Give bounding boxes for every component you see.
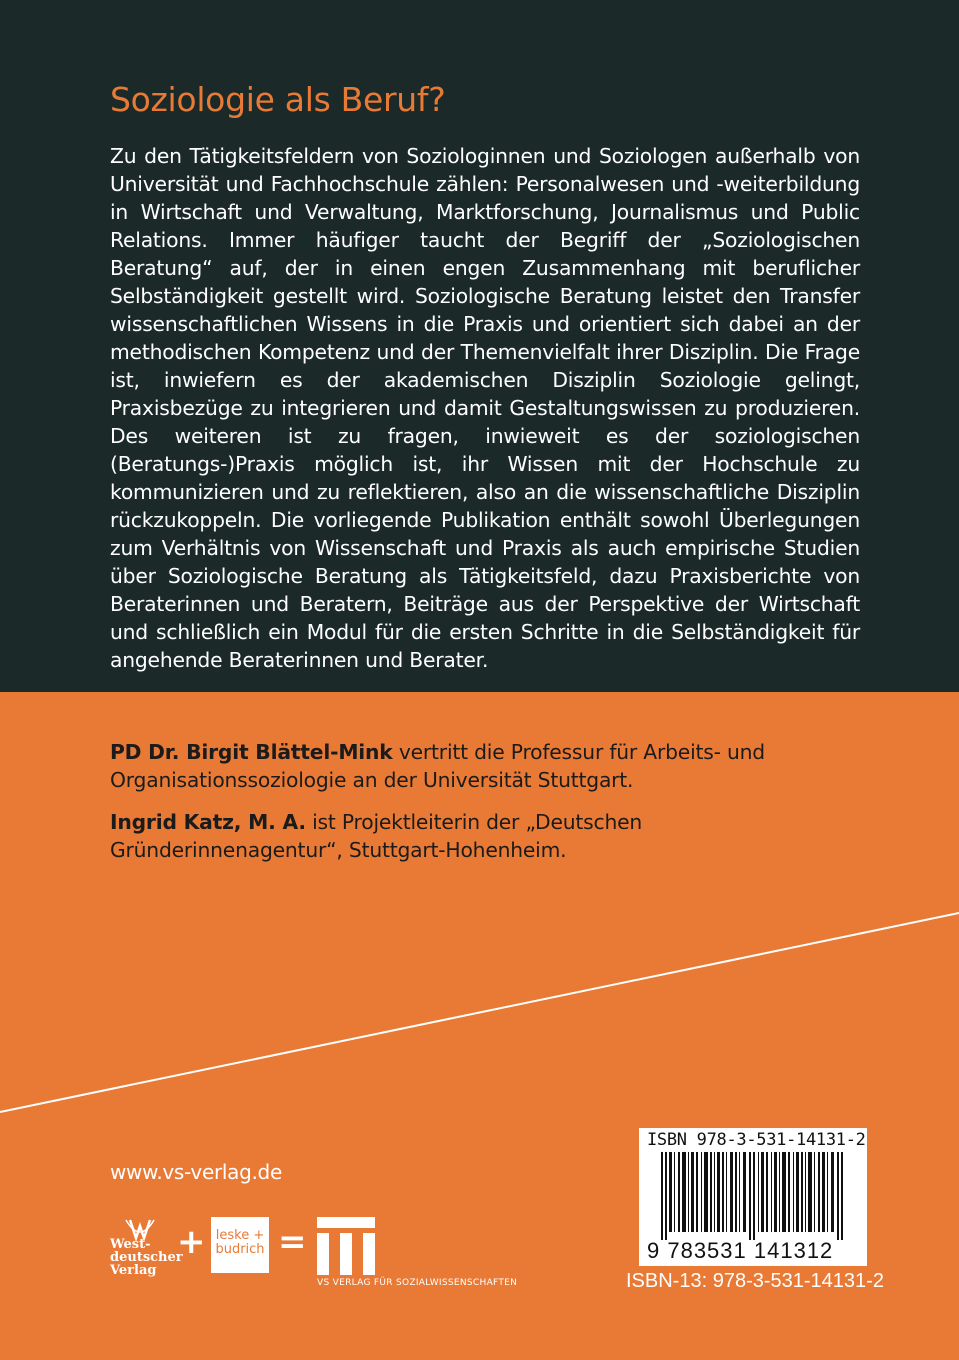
isbn-13-label: ISBN-13: 978-3-531-14131-2: [626, 1270, 884, 1292]
isbn-top-label: ISBN 978-3-531-14131-2: [647, 1130, 866, 1150]
author-text-1: vertritt die Professur für Arbeits- und Organisationssoziologie an der Universität Stuttgart.: [110, 740, 765, 792]
barcode-panel: [639, 1128, 867, 1266]
vs-verlag-caption: VS VERLAG FÜR SOZIALWISSENSCHAFTEN: [317, 1278, 518, 1288]
leske-line-2: budrich: [215, 1242, 265, 1257]
wv-line-3: Verlag: [110, 1263, 157, 1278]
barcode-icon: [647, 1152, 859, 1240]
blurb-text: Zu den Tätigkeitsfeldern von Soziologinnen und Soziologen außerhalb von Universität und Fachhochschule zählen: Personalwesen und -weiterbildung in Wirtschaft und Verwaltung, Marktforschung, Journalismus und Public Relations. Immer häufiger taucht der Begriff der „Soziologischen Beratung“ auf, der in einen engen Zusammenhang mit beruflicher Selbständigkeit gestellt wird. Soziologische Beratung leistet den Transfer wissenschaftlichen Wissens in die Praxis und orientiert sich dabei an der methodischen Kompetenz und der Themenvielfalt ihrer Disziplin. Die Frage ist, inwiefern es der akademischen Disziplin Soziologie gelingt, Praxisbezüge zu integrieren und damit Gestaltungswissen zu produzieren. Des weiteren ist zu fragen, inwieweit es der soziologischen (Beratungs-)Praxis möglich ist, ihr Wissen mit der Hochschule zu kommunizieren und zu reflektieren, also an die wissenschaftliche Disziplin rückzukoppeln. Die vorliegende Publikation enthält sowohl Überlegungen zum Verhältnis von Wissenschaft und Praxis als auch empirische Studien über Soziologische Beratung als Tätigkeitsfeld, dazu Praxisberichte von Beraterinnen und Beratern, Beiträge aus der Perspektive der Wirtschaft und schließlich ein Modul für die ersten Schritte in die Selbständigkeit für angehende Beraterinnen und Berater.: [110, 144, 860, 672]
author-bio-1: [110, 738, 830, 794]
westdeutscher-verlag-text: [110, 1237, 183, 1278]
equals-sign: =: [278, 1222, 307, 1262]
wv-line-2: deutscher: [110, 1250, 183, 1265]
wv-line-1: West-: [110, 1237, 151, 1252]
vs-verlag-logo-icon: [317, 1217, 375, 1275]
publisher-url[interactable]: www.vs-verlag.de: [110, 1160, 282, 1184]
barcode-digits: 9 783531 141312: [647, 1238, 834, 1263]
author-text-2: ist Projektleiterin der „Deutschen Gründerinnenagentur“, Stuttgart-Hohenheim.: [110, 810, 643, 862]
author-bio-2: [110, 808, 830, 864]
book-title: Soziologie als Beruf?: [110, 80, 446, 119]
author-name-2: Ingrid Katz, M. A.: [110, 810, 306, 834]
leske-budrich-logo: [211, 1217, 269, 1273]
author-name-1: PD Dr. Birgit Blättel-Mink: [110, 740, 393, 764]
leske-line-1: leske +: [215, 1228, 265, 1243]
plus-sign: +: [177, 1222, 206, 1262]
